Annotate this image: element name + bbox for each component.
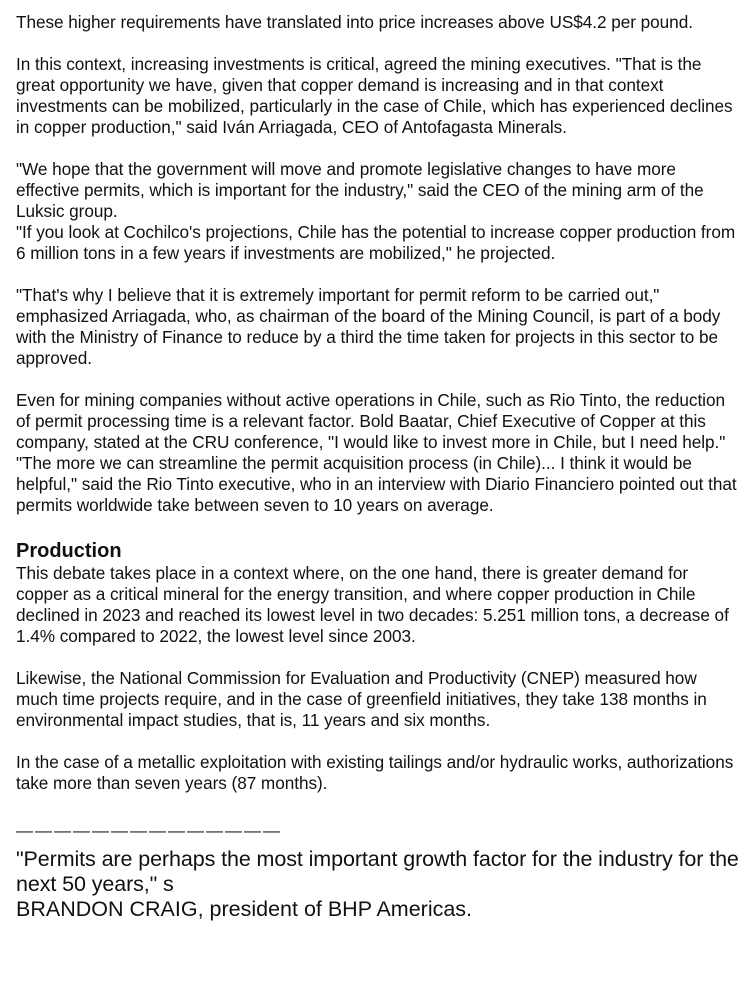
article-body <box>16 12 740 922</box>
paragraph-government-permits: "We hope that the government will move and promote legislative changes to have more effective permits, which is important for the industry," said the CEO of the mining arm of the Luksic group. <box>16 159 704 221</box>
pull-quote-attribution: BRANDON CRAIG, president of BHP Americas. <box>16 897 473 921</box>
paragraph-investments: In this context, increasing investments is critical, agreed the mining executives. "That is the great opportunity we have, given that copper demand is increasing and in that context investments can be mobilized, particularly in the case of Chile, which has experienced declines in copper production," said Iván Arriagada, CEO of Antofagasta Minerals. <box>16 54 733 137</box>
paragraph-copper-demand: This debate takes place in a context where, on the one hand, there is greater demand for copper as a critical mineral for the energy transition, and where copper production in Chile declined in 2023 and reached its lowest level in two decades: 5.251 million tons, a decrease of 1.4% compared to 2022, the lowest level since 2003. <box>16 563 729 646</box>
paragraph-rio-tinto: Even for mining companies without active operations in Chile, such as Rio Tinto, the reduction of permit processing time is a relevant factor. Bold Baatar, Chief Executive of Copper at this company, stated at the CRU conference, "I would like to invest more in Chile, but I need help." "The more we can streamline the permit acquisition process (in Chile)... I think it would be helpful," said the Rio Tinto executive, who in an interview with Diario Financiero pointed out that permits worldwide take between seven to 10 years on average. <box>16 390 737 515</box>
section-heading-production: Production <box>16 540 122 562</box>
paragraph-metallic-exploitation: In the case of a metallic exploitation with existing tailings and/or hydraulic works, authorizations take more than seven years (87 months). <box>16 752 734 793</box>
quote-divider: —————————————— <box>16 821 282 840</box>
paragraph-cnep: Likewise, the National Commission for Evaluation and Productivity (CNEP) measured how much time projects require, and in the case of greenfield initiatives, they take 138 months in environmental impact studies, that is, 11 years and six months. <box>16 668 707 730</box>
paragraph-price-increases: These higher requirements have translated into price increases above US$4.2 per pound. <box>16 12 693 32</box>
pull-quote: "Permits are perhaps the most important growth factor for the industry for the next 50 years," s <box>16 847 739 896</box>
paragraph-cochilco-projections: "If you look at Cochilco's projections, Chile has the potential to increase copper production from 6 million tons in a few years if investments are mobilized," he projected. <box>16 222 736 263</box>
paragraph-permit-reform: "That's why I believe that it is extremely important for permit reform to be carried out," emphasized Arriagada, who, as chairman of the board of the Mining Council, is part of a body with the Ministry of Finance to reduce by a third the time taken for projects in this sector to be approved. <box>16 285 721 368</box>
